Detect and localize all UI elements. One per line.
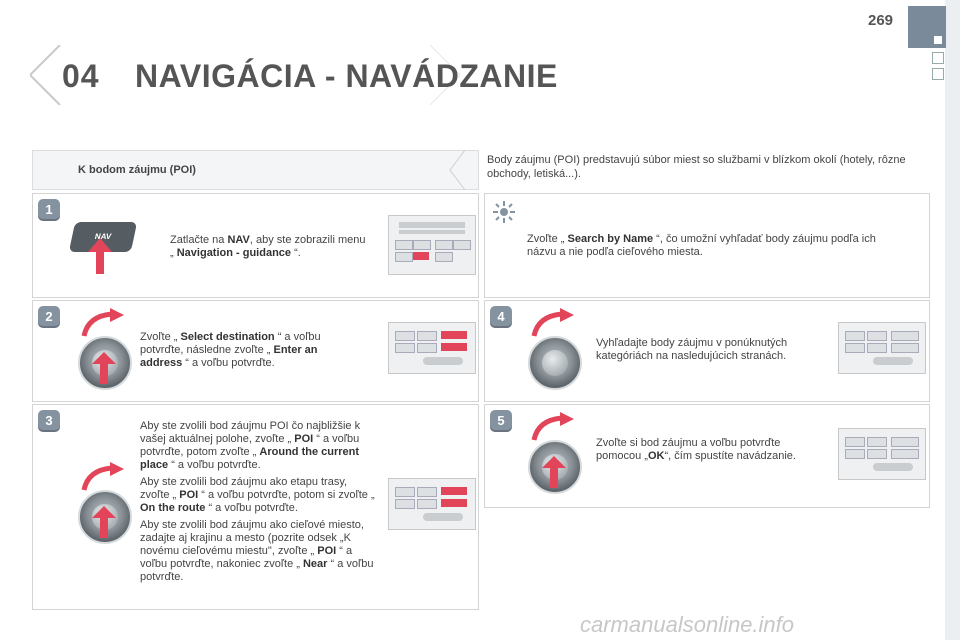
step-2-badge: 2: [38, 306, 60, 328]
tip-text: Zvoľte „ Search by Name “, čo umožní vyhľadať body záujmu podľa ich názvu a nie podľa cieľového miesta.: [527, 233, 876, 258]
page-edge-strip: [945, 0, 960, 640]
radio-panel-image: [388, 322, 476, 374]
chapter-number: 04: [62, 58, 100, 94]
step-4-text: Vyhľadajte body záujmu v ponúknutých kategóriách na nasledujúcich stranách.: [596, 337, 788, 362]
header-divider: [430, 150, 490, 190]
step-1-badge: 1: [38, 199, 60, 221]
rotate-arrow-icon: [80, 308, 126, 338]
watermark: carmanualsonline.info: [580, 612, 795, 637]
arrow-up-icon: [88, 238, 112, 274]
radio-panel-image: [388, 478, 476, 530]
tab-box: [932, 52, 944, 64]
rotate-arrow-icon: [80, 462, 126, 492]
step-3-text: Aby ste zvolili bod záujmu POI čo najbližšie k vašej aktuálnej polohe, zvoľte „ POI “ a voľbu potvrďte, potom zvoľte „ Around the current place “ a voľbu potvrďte. Aby ste zvolili bod záujmu ako etapu trasy, zvoľte „ POI “ a voľbu potvrďte, potom si zvoľte „ On the route “ a voľbu potvrďte. Aby ste zvolili bod záujmu ako cieľové miesto, zadajte aj krajinu a mesto (pozrite odsek „K novému cieľovému miestu", zvoľte „ POI “ a voľbu potvrďte, nakoniec zvoľte „ Near “ a voľbu potvrďte.: [140, 420, 375, 583]
tip-sparkle-icon: [492, 200, 516, 224]
control-knob-icon: [528, 336, 582, 390]
section-header-label: K bodom záujmu (POI): [78, 164, 196, 176]
rotate-arrow-icon: [530, 412, 576, 442]
radio-panel-image: [838, 322, 926, 374]
arrow-up-icon: [92, 506, 116, 538]
arrow-up-icon: [92, 352, 116, 384]
intro-text: Body záujmu (POI) predstavujú súbor miest so službami v blízkom okolí (hotely, rôzne obchody, letiská...).: [487, 154, 906, 180]
nav-button-icon: NAV: [69, 222, 137, 252]
step-2-text: Zvoľte „ Select destination “ a voľbu potvrďte, následne zvoľte „ Enter an address “ a voľbu potvrďte.: [140, 331, 321, 369]
rotate-arrow-icon: [530, 308, 576, 338]
arrow-up-icon: [542, 456, 566, 488]
radio-panel-image: [388, 215, 476, 275]
chapter-tab: [908, 6, 946, 48]
page-title: NAVIGÁCIA - NAVÁDZANIE: [135, 58, 558, 94]
page-number: 269: [868, 12, 894, 29]
step-4-badge: 4: [490, 306, 512, 328]
step-3-badge: 3: [38, 410, 60, 432]
step-5-badge: 5: [490, 410, 512, 432]
step-5-text: Zvoľte si bod záujmu a voľbu potvrďte pomocou „OK“, čím spustíte navádzanie.: [596, 437, 796, 462]
step-1-text: Zatlačte na NAV, aby ste zobrazili menu „ Navigation - guidance “.: [170, 234, 366, 259]
radio-panel-image: [838, 428, 926, 480]
tab-box: [932, 68, 944, 80]
